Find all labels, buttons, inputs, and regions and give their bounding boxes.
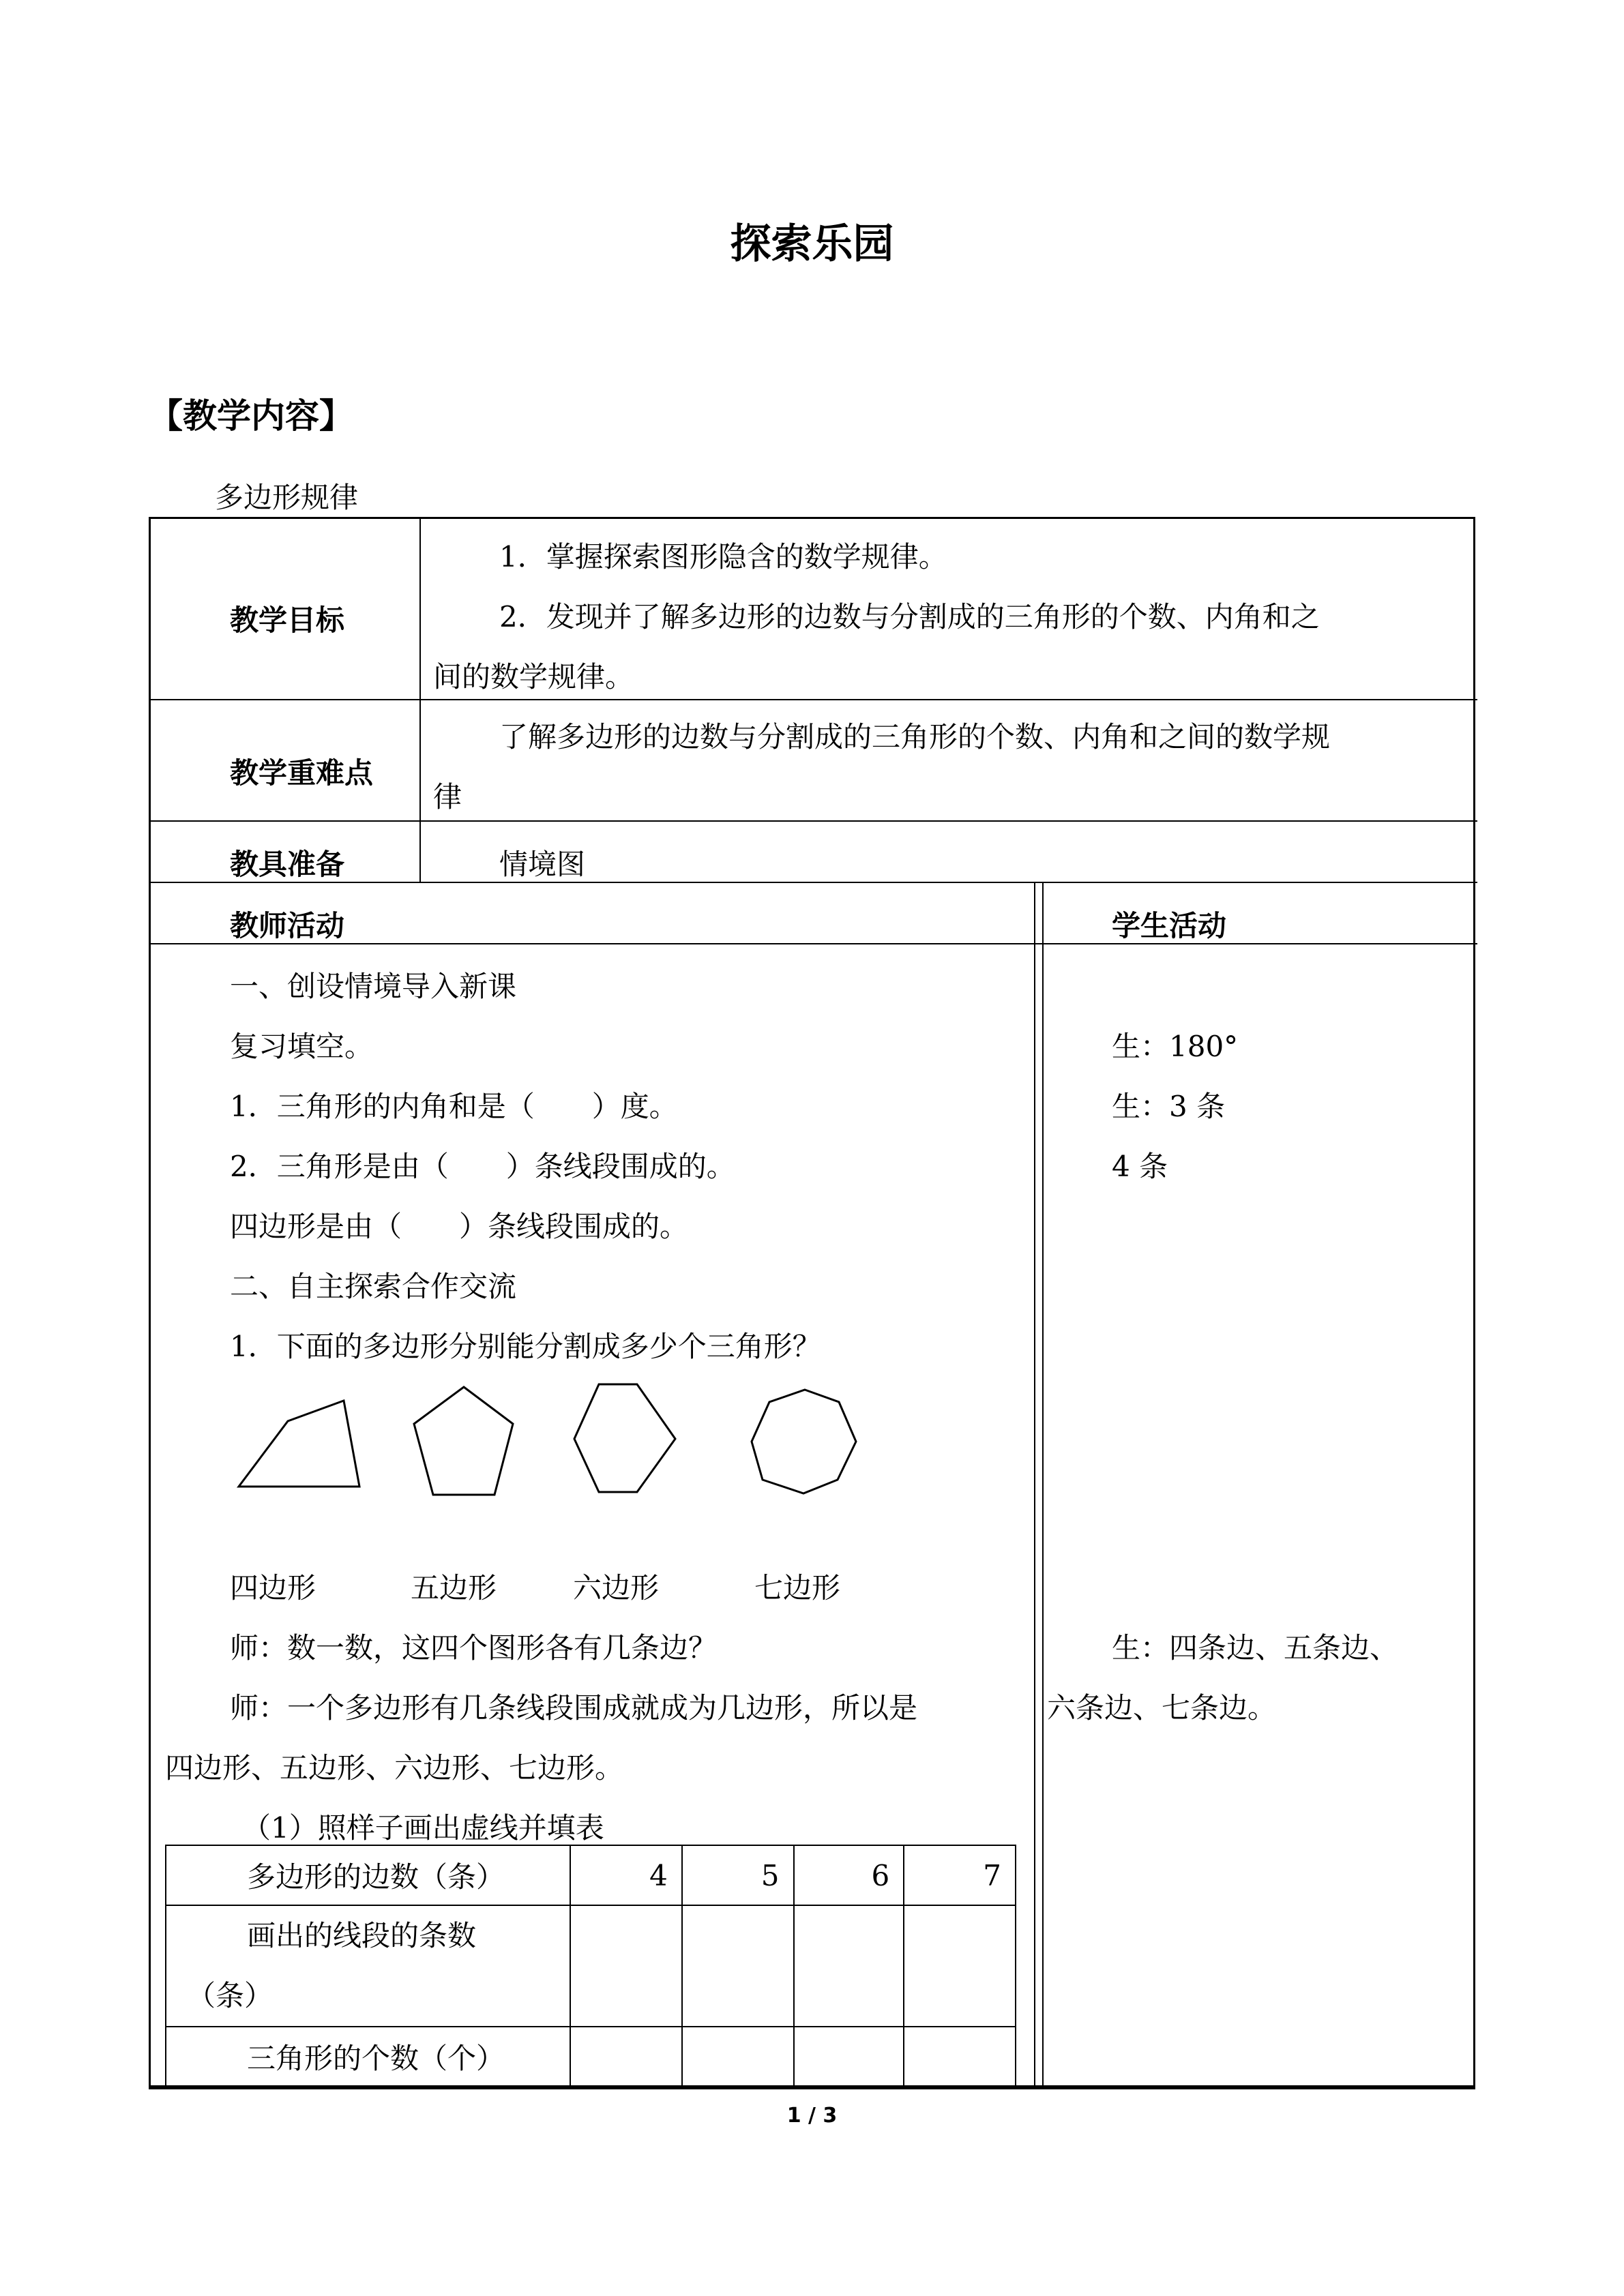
shape-label-heptagon: 七边形	[754, 1571, 841, 1605]
page-title: 探索乐园	[730, 220, 894, 268]
row-label-segments-line-2: （条）	[187, 1979, 274, 2012]
sides-value: 5	[682, 1845, 794, 1905]
objective-item-2: 2．发现并了解多边形的边数与分割成的三角形的个数、内角和之	[499, 600, 1320, 633]
heptagon-figure	[752, 1390, 856, 1493]
row-label-triangles: 三角形的个数（个）	[166, 2027, 570, 2087]
hexagon-figure	[574, 1384, 675, 1492]
empty-cell	[904, 1905, 1016, 2027]
teacher-line: 复习填空。	[230, 1030, 374, 1063]
teacher-line: 师：一个多边形有几条线段围成就成为几边形，所以是	[230, 1691, 918, 1725]
teacher-line: 1．下面的多边形分别能分割成多少个三角形？	[230, 1330, 821, 1363]
student-line: 生：180°	[1112, 1030, 1239, 1063]
shape-label-pentagon: 五边形	[411, 1571, 497, 1605]
row-divider	[151, 820, 1477, 822]
materials-label: 教具准备	[230, 848, 345, 881]
objective-item-2-cont: 间的数学规律。	[433, 660, 634, 694]
row-label-sides: 多边形的边数（条）	[166, 1845, 570, 1905]
row-divider	[151, 699, 1477, 700]
empty-cell	[794, 2027, 904, 2087]
empty-cell	[682, 1905, 794, 2027]
empty-cell	[794, 1905, 904, 2027]
student-line: 生：四条边、五条边、	[1112, 1631, 1399, 1665]
column-divider	[1034, 882, 1035, 2089]
sides-value: 6	[794, 1845, 904, 1905]
objective-item-1: 1．掌握探索图形隐含的数学规律。	[499, 540, 947, 573]
polygon-figures	[225, 1371, 894, 1514]
key-points-line-2: 律	[433, 780, 462, 814]
teacher-line: 师：数一数，这四个图形各有几条边？	[230, 1631, 718, 1665]
pentagon-figure	[414, 1387, 513, 1495]
row-label-segments-line-1: 画出的线段的条数	[247, 1919, 477, 1952]
row-divider	[151, 943, 1477, 944]
topic-label: 多边形规律	[215, 481, 359, 514]
teacher-line: 1．三角形的内角和是（ ）度。	[230, 1090, 678, 1123]
teacher-line: 二、自主探索合作交流	[230, 1270, 517, 1303]
column-divider	[1042, 882, 1044, 2089]
page-number: 1 / 3	[786, 2104, 838, 2128]
teacher-line: 2．三角形是由（ ）条线段围成的。	[230, 1150, 735, 1183]
empty-cell	[682, 2027, 794, 2087]
sides-value: 4	[570, 1845, 682, 1905]
row-divider	[151, 882, 1477, 883]
shape-label-quadrilateral: 四边形	[230, 1571, 316, 1605]
objectives-label: 教学目标	[230, 603, 345, 637]
column-divider	[419, 519, 421, 882]
student-activity-header: 学生活动	[1112, 909, 1227, 942]
table-row	[166, 1845, 1016, 1905]
student-line: 六条边、七条边。	[1047, 1691, 1277, 1725]
fill-in-table	[165, 1845, 1016, 2087]
section-heading: 【教学内容】	[149, 396, 353, 436]
student-line: 4 条	[1112, 1150, 1168, 1183]
teacher-line: 一、创设情境导入新课	[230, 970, 517, 1003]
sides-value: 7	[904, 1845, 1016, 1905]
empty-cell	[570, 1905, 682, 2027]
quadrilateral-figure	[239, 1401, 359, 1487]
key-points-label: 教学重难点	[230, 756, 374, 790]
table-row	[166, 2027, 1016, 2087]
teacher-activity-header: 教师活动	[230, 909, 345, 942]
student-line: 生：3 条	[1112, 1090, 1226, 1123]
table-row	[166, 1905, 1016, 2027]
teacher-line: 四边形是由（ ）条线段围成的。	[230, 1210, 689, 1243]
materials-value: 情境图	[499, 848, 586, 881]
teacher-line: 四边形、五边形、六边形、七边形。	[165, 1751, 624, 1785]
empty-cell	[570, 2027, 682, 2087]
shape-label-hexagon: 六边形	[573, 1571, 660, 1605]
row-label-segments	[166, 1905, 570, 2027]
empty-cell	[904, 2027, 1016, 2087]
teacher-line: （1）照样子画出虚线并填表	[242, 1811, 604, 1845]
key-points-line-1: 了解多边形的边数与分割成的三角形的个数、内角和之间的数学规	[499, 720, 1331, 754]
